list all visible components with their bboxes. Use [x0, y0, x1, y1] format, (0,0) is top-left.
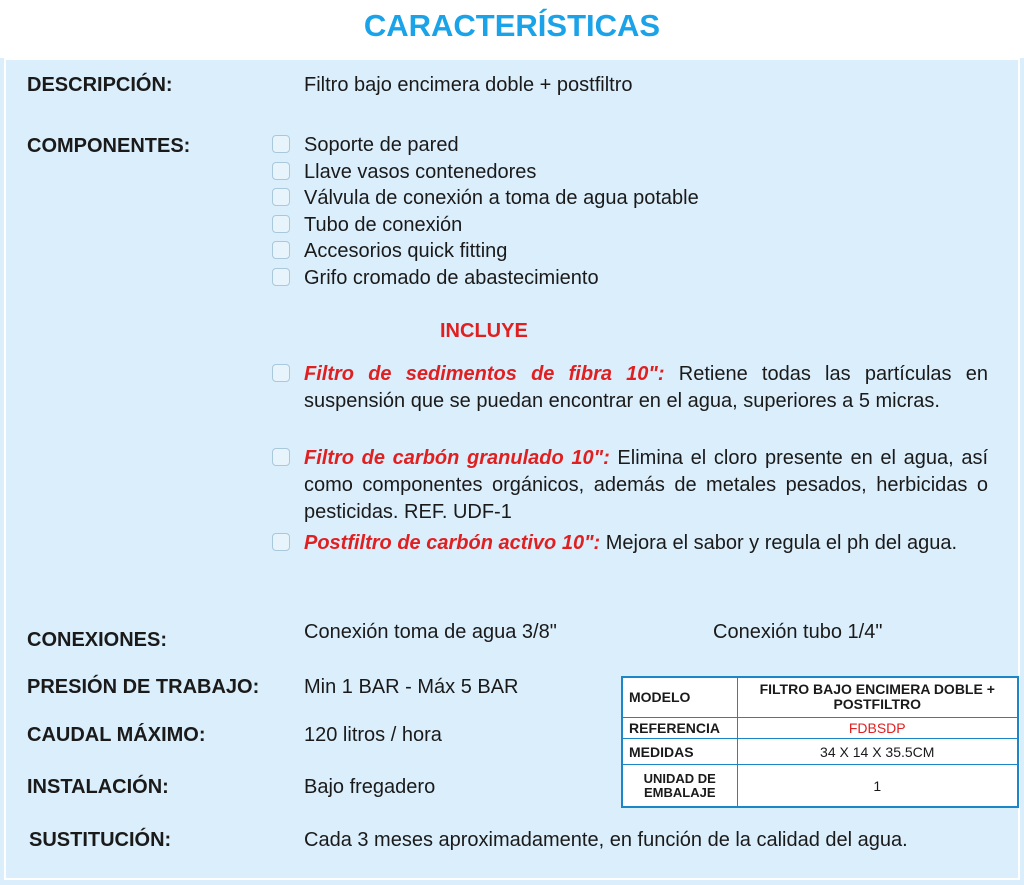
checkbox-icon: [272, 448, 290, 466]
page-title: CARACTERÍSTICAS: [363, 8, 661, 43]
checkbox-icon: [272, 215, 290, 233]
filter-name: Postfiltro de carbón activo 10":: [304, 532, 601, 554]
medidas-label: MEDIDAS: [622, 738, 737, 764]
checkbox-icon: [272, 268, 290, 286]
included-filter-item: [304, 361, 988, 415]
componentes-label: COMPONENTES:: [27, 135, 191, 157]
filter-description: Retiene todas las partículas en suspensión que se puedan encontrar en el agua, superiores a 5 micras.: [304, 363, 988, 412]
component-item: Tubo de conexión: [304, 214, 463, 236]
component-item: Soporte de pared: [304, 134, 459, 156]
filter-description: Mejora el sabor y regula el ph del agua.: [600, 532, 958, 554]
checkbox-icon: [272, 241, 290, 259]
descripcion-value: Filtro bajo encimera doble + postfiltro: [304, 74, 633, 96]
modelo-value: FILTRO BAJO ENCIMERA DOBLE + POSTFILTRO: [737, 677, 1018, 717]
checkbox-icon: [272, 364, 290, 382]
instalacion-label: INSTALACIÓN:: [27, 776, 169, 798]
component-item: Válvula de conexión a toma de agua potable: [304, 187, 699, 209]
checkbox-icon: [272, 533, 290, 551]
filter-name: Filtro de carbón granulado 10":: [304, 447, 610, 469]
incluye-heading: INCLUYE: [440, 320, 528, 342]
spec-table: [621, 676, 1019, 808]
checkbox-icon: [272, 135, 290, 153]
sustitucion-value: Cada 3 meses aproximadamente, en función de la calidad del agua.: [304, 829, 908, 851]
presion-value: Min 1 BAR - Máx 5 BAR: [304, 676, 519, 698]
descripcion-label: DESCRIPCIÓN:: [27, 74, 173, 96]
conexion-toma-value: Conexión toma de agua 3/8": [304, 621, 557, 643]
caudal-label: CAUDAL MÁXIMO:: [27, 724, 206, 746]
included-filter-item: [304, 530, 988, 557]
checkbox-icon: [272, 188, 290, 206]
component-item: Grifo cromado de abastecimiento: [304, 267, 599, 289]
header-band: [0, 0, 1024, 58]
filter-name: Filtro de sedimentos de fibra 10":: [304, 363, 665, 385]
referencia-label: REFERENCIA: [622, 717, 737, 738]
checkbox-icon: [272, 162, 290, 180]
conexion-tubo-value: Conexión tubo 1/4": [713, 621, 883, 643]
caudal-value: 120 litros / hora: [304, 724, 442, 746]
component-item: Llave vasos contenedores: [304, 161, 537, 183]
unidad-value: 1: [737, 765, 1018, 807]
unidad-label: UNIDAD DE EMBALAJE: [622, 765, 737, 807]
instalacion-value: Bajo fregadero: [304, 776, 436, 798]
medidas-value: 34 X 14 X 35.5CM: [737, 738, 1018, 764]
conexiones-label: CONEXIONES:: [27, 629, 168, 651]
component-item: Accesorios quick fitting: [304, 240, 508, 262]
filter-description: Elimina el cloro presente en el agua, así como componentes orgánicos, además de metales pesados, herbicidas o pesticidas. REF. UDF-1: [304, 447, 989, 523]
presion-label: PRESIÓN DE TRABAJO:: [27, 676, 260, 698]
included-filter-item: [304, 445, 988, 526]
referencia-value: FDBSDP: [737, 717, 1018, 738]
sustitucion-label: SUSTITUCIÓN:: [29, 829, 172, 851]
modelo-label: MODELO: [622, 677, 737, 717]
